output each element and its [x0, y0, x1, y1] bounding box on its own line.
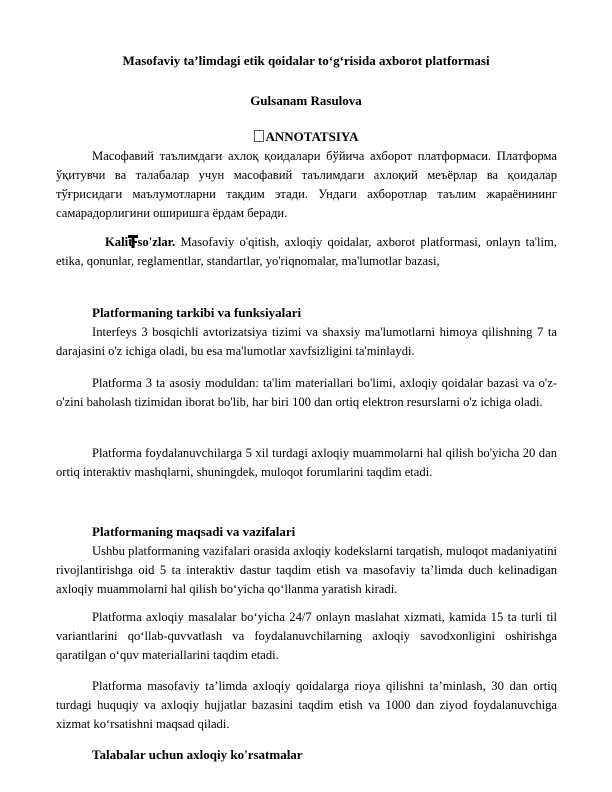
section1-paragraph-2: Platforma 3 ta asosiy moduldan: ta'lim materiallari bo'limi, axloqiy qoidalar bazasi va o'z-o'zini baholash tizimidan iborat bo'lib, har biri 100 dan ortiq elektron resurslarni o'z ichiga oladi.	[56, 376, 557, 409]
section-heading-student-guidelines: Talabalar uchun axloqiy ko'rsatmalar	[92, 747, 303, 762]
author-name: Gulsanam Rasulova	[250, 93, 362, 108]
section2-paragraph-2: Platforma axloqiy masalalar bo‘yicha 24/7 onlayn maslahat xizmati, kamida 15 ta turli til variantlarini qo‘llab-quvvatlash va foydalanuvchilarning axloqiy savodxonligini oshirishga qaratilgan o‘quv materiallarini taqdim etadi.	[56, 610, 557, 662]
annotation-paragraph: Масофавий таълимдаги ахлоқ қоидалари бўйича ахборот платформаси. Платформа ўқитувчи ва талабалар учун масофавий таълимдаги ахлоқий меъёрлар ва қоидалар тўғрисидаги маълумотларни тақдим этади. Ундаги ахборотлар таълим жараёнининг самарадорлигини оширишга ёрдам беради.	[56, 149, 557, 220]
keywords-text: Masofaviy o'qitish, axloqiy qoidalar, axborot platformasi, onlayn ta'lim, etika, qonunlar, reglamentlar, standartlar, yo'riqnomalar, ma'lumotlar bazasi,	[56, 235, 557, 268]
annotation-heading	[0, 129, 612, 145]
section1-paragraph-3: Platforma foydalanuvchilarga 5 xil turdagi axloqiy muammolarni hal qilish bo'yicha 20 dan ortiq interaktiv mashqlarni, shuningdek, muloqot forumlarini taqdim etadi.	[56, 446, 557, 479]
section1-paragraph-1: Interfeys 3 bosqichli avtorizatsiya tizimi va shaxsiy ma'lumotlarni himoya qilishning 7 ta darajasini o'z ichiga oladi, bu esa ma'lumotlar xavfsizligini ta'minlaydi.	[56, 325, 557, 358]
annotation-heading-text: ANNOTATSIYA	[265, 129, 359, 144]
keywords-label: Kalit so'zlar.	[105, 235, 176, 249]
section-heading-goals: Platformaning maqsadi va vazifalari	[92, 524, 296, 539]
key-icon	[92, 235, 102, 248]
missing-glyph-box-icon	[254, 130, 264, 142]
section2-paragraph-1: Ushbu platformaning vazifalari orasida axloqiy kodekslarni tarqatish, muloqot madaniyatini rivojlantirishga oid 5 ta interaktiv dastur taqdim etish va masofaviy ta’limda duch kelinadigan axloqiy muammolarni hal qilish bo‘yicha qo‘llanma yaratish kiradi.	[56, 544, 557, 596]
section2-paragraph-3: Platforma masofaviy ta’limda axloqiy qoidalarga rioya qilishni ta’minlash, 30 dan ortiq turdagi huquqiy va axloqiy hujjatlar bazasini taqdim etish va 1000 dan ziyod foydalanuvchiga xizmat ko‘rsatishni maqsad qiladi.	[56, 679, 557, 731]
paper-title: Masofaviy ta’limdagi etik qoidalar to‘g‘risida axborot platformasi	[122, 53, 490, 68]
section-heading-structure: Platformaning tarkibi va funksiyalari	[92, 305, 302, 320]
keywords-paragraph	[56, 233, 557, 271]
